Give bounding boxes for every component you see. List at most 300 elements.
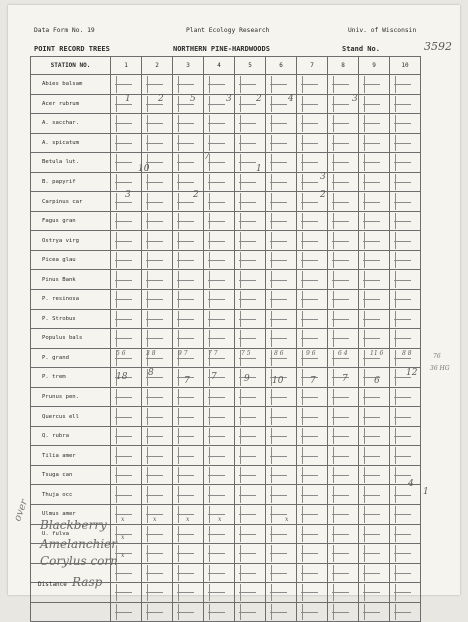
species-name: P. trem xyxy=(31,368,111,388)
tally-cell xyxy=(173,270,204,290)
tally-cell xyxy=(111,309,142,329)
tally-cell xyxy=(142,602,173,622)
tally-cell xyxy=(328,133,359,153)
tally-cell xyxy=(328,329,359,349)
handwritten-mark: 5 6 xyxy=(116,350,126,357)
tally-cell xyxy=(266,407,297,427)
tally-cell xyxy=(266,231,297,251)
tally-cell xyxy=(142,368,173,388)
tally-cell xyxy=(328,426,359,446)
handwritten-mark: 11 6 xyxy=(370,350,384,357)
tally-cell xyxy=(297,153,328,173)
tally-cell xyxy=(111,329,142,349)
tally-cell xyxy=(204,75,235,95)
tally-cell xyxy=(266,602,297,622)
tally-cell xyxy=(297,407,328,427)
tally-cell xyxy=(390,524,421,544)
tally-cell xyxy=(359,563,390,583)
tally-cell xyxy=(390,75,421,95)
table-row xyxy=(31,133,421,153)
tally-cell xyxy=(297,583,328,603)
handwritten-mark: 18 xyxy=(116,372,128,382)
tally-cell xyxy=(266,192,297,212)
tally-cell xyxy=(173,446,204,466)
station-number: 6 xyxy=(266,57,297,75)
table-row xyxy=(31,348,421,368)
table-row xyxy=(31,114,421,134)
tally-cell xyxy=(359,172,390,192)
tally-cell xyxy=(235,290,266,310)
tally-cell xyxy=(142,75,173,95)
tally-cell xyxy=(235,172,266,192)
tally-cell xyxy=(390,485,421,505)
handwritten-mark: 5 xyxy=(190,94,196,104)
tally-cell xyxy=(328,290,359,310)
tally-cell xyxy=(297,231,328,251)
tally-cell xyxy=(204,407,235,427)
tally-cell xyxy=(390,387,421,407)
tally-cell xyxy=(297,446,328,466)
tally-cell xyxy=(235,192,266,212)
tally-cell xyxy=(142,583,173,603)
tally-cell xyxy=(328,583,359,603)
handwritten-mark: 10 xyxy=(138,164,150,174)
tally-cell xyxy=(111,114,142,134)
tally-cell xyxy=(297,465,328,485)
handwritten-mark: 9 6 xyxy=(306,350,316,357)
handwritten-mark: 6 xyxy=(374,376,380,386)
tally-cell xyxy=(297,563,328,583)
distance-label: Distance xyxy=(38,581,67,588)
tally-cell xyxy=(173,114,204,134)
tally-cell xyxy=(111,485,142,505)
tally-cell xyxy=(111,387,142,407)
handwritten-species: Corylus corn xyxy=(40,554,118,568)
tally-cell xyxy=(204,270,235,290)
tally-cell xyxy=(235,114,266,134)
tally-cell xyxy=(204,465,235,485)
tally-cell xyxy=(328,172,359,192)
tally-cell xyxy=(204,544,235,564)
tally-cell xyxy=(266,524,297,544)
tally-cell xyxy=(328,153,359,173)
tally-cell xyxy=(328,544,359,564)
tally-cell xyxy=(390,250,421,270)
distance-value: Rasp xyxy=(72,575,103,589)
table-row xyxy=(31,75,421,95)
tally-cell xyxy=(359,270,390,290)
species-name: Acer rubrum xyxy=(31,94,111,114)
handwritten-mark: 8 xyxy=(148,368,154,378)
handwritten-mark: x xyxy=(186,516,190,523)
tally-cell xyxy=(328,505,359,525)
tally-cell xyxy=(235,75,266,95)
tally-cell xyxy=(173,94,204,114)
species-name: A. spicatum xyxy=(31,133,111,153)
tally-cell xyxy=(328,563,359,583)
tally-cell xyxy=(359,387,390,407)
tally-cell xyxy=(266,290,297,310)
tally-cell xyxy=(173,309,204,329)
tally-cell xyxy=(359,153,390,173)
university: Univ. of Wisconsin xyxy=(348,27,417,34)
tally-cell xyxy=(142,309,173,329)
tally-cell xyxy=(173,153,204,173)
tally-cell xyxy=(204,211,235,231)
tally-cell xyxy=(142,485,173,505)
tally-cell xyxy=(142,290,173,310)
tally-cell xyxy=(390,133,421,153)
tally-cell xyxy=(328,387,359,407)
handwritten-mark: 2 xyxy=(320,190,326,200)
tally-cell xyxy=(266,446,297,466)
tally-cell xyxy=(328,270,359,290)
tally-cell xyxy=(328,602,359,622)
tally-cell xyxy=(173,407,204,427)
species-name: A. sacchar. xyxy=(31,114,111,134)
tally-cell xyxy=(173,231,204,251)
tally-cell xyxy=(111,231,142,251)
tally-cell xyxy=(390,544,421,564)
station-number: 8 xyxy=(328,57,359,75)
tally-cell xyxy=(266,583,297,603)
tally-cell xyxy=(142,192,173,212)
tally-cell xyxy=(235,563,266,583)
tally-cell xyxy=(142,250,173,270)
table-row xyxy=(31,602,421,622)
tally-cell xyxy=(328,75,359,95)
tally-cell xyxy=(359,505,390,525)
tally-cell xyxy=(204,524,235,544)
tally-cell xyxy=(390,563,421,583)
tally-cell xyxy=(204,231,235,251)
handwritten-mark: 6 4 xyxy=(338,350,348,357)
tally-cell xyxy=(173,290,204,310)
tally-cell xyxy=(142,172,173,192)
handwritten-mark: x xyxy=(218,516,222,523)
tally-cell xyxy=(390,114,421,134)
handwritten-mark: 7 xyxy=(342,374,348,384)
tally-cell xyxy=(235,250,266,270)
tally-cell xyxy=(266,563,297,583)
tally-cell xyxy=(111,75,142,95)
tally-cell xyxy=(111,211,142,231)
species-name: Prunus pen. xyxy=(31,387,111,407)
tally-cell xyxy=(328,250,359,270)
tally-cell xyxy=(297,94,328,114)
station-number: 7 xyxy=(297,57,328,75)
tally-cell xyxy=(359,602,390,622)
tally-cell xyxy=(173,426,204,446)
species-name: Populus bals xyxy=(31,329,111,349)
tally-cell xyxy=(359,485,390,505)
tally-cell xyxy=(204,563,235,583)
handwritten-mark: 9 7 xyxy=(178,350,188,357)
tally-cell xyxy=(173,583,204,603)
tally-cell xyxy=(297,290,328,310)
tally-cell xyxy=(111,583,142,603)
table-row xyxy=(31,211,421,231)
tally-cell xyxy=(235,524,266,544)
tally-cell xyxy=(111,465,142,485)
tally-cell xyxy=(390,211,421,231)
tally-cell xyxy=(266,426,297,446)
species-name: Pinus Bank xyxy=(31,270,111,290)
species-name: Q. rubra xyxy=(31,426,111,446)
species-name: Betula lut. xyxy=(31,153,111,173)
tally-cell xyxy=(359,133,390,153)
handwritten-mark: 1 xyxy=(256,164,262,174)
tally-cell xyxy=(266,485,297,505)
handwritten-mark: 3 xyxy=(320,172,326,182)
tally-cell xyxy=(359,465,390,485)
tally-cell xyxy=(142,211,173,231)
handwritten-mark: 7 xyxy=(204,152,210,162)
tally-cell xyxy=(266,250,297,270)
handwritten-mark: 9 xyxy=(244,374,250,384)
species-name: U. fulva xyxy=(31,524,111,544)
data-form-page xyxy=(8,5,460,595)
handwritten-mark: 7 xyxy=(310,376,316,386)
tally-cell xyxy=(142,465,173,485)
tally-cell xyxy=(266,387,297,407)
tally-cell xyxy=(235,133,266,153)
tally-cell xyxy=(204,192,235,212)
handwritten-species: Amelanchier xyxy=(40,537,117,551)
handwritten-mark: x xyxy=(285,516,289,523)
handwritten-mark: 7 5 xyxy=(241,350,251,357)
tally-cell xyxy=(359,290,390,310)
table-row xyxy=(31,290,421,310)
handwritten-mark: 7 7 xyxy=(208,350,218,357)
tally-cell xyxy=(173,172,204,192)
tally-cell xyxy=(359,426,390,446)
tally-cell xyxy=(390,407,421,427)
tally-cell xyxy=(359,250,390,270)
tally-cell xyxy=(204,583,235,603)
station-number: 3 xyxy=(173,57,204,75)
tally-cell xyxy=(204,368,235,388)
handwritten-mark: 3 xyxy=(226,94,232,104)
tally-cell xyxy=(142,446,173,466)
tally-cell xyxy=(328,407,359,427)
tally-cell xyxy=(359,329,390,349)
species-name: Tsuga can xyxy=(31,465,111,485)
tally-cell xyxy=(204,114,235,134)
tally-cell xyxy=(359,407,390,427)
organization: Plant Ecology Research xyxy=(186,27,270,34)
tally-cell xyxy=(328,446,359,466)
tally-cell xyxy=(359,524,390,544)
tally-cell xyxy=(173,485,204,505)
tally-cell xyxy=(235,231,266,251)
tally-cell xyxy=(204,426,235,446)
tally-cell xyxy=(142,407,173,427)
tally-cell xyxy=(235,465,266,485)
tally-cell xyxy=(297,426,328,446)
tally-cell xyxy=(359,211,390,231)
species-name: Carpinus car xyxy=(31,192,111,212)
stand-number: 3592 xyxy=(424,40,452,53)
tally-cell xyxy=(390,329,421,349)
tally-cell xyxy=(328,192,359,212)
tally-cell xyxy=(235,583,266,603)
table-row xyxy=(31,426,421,446)
tally-cell xyxy=(173,329,204,349)
handwritten-mark: 1 xyxy=(125,94,131,104)
table-row xyxy=(31,153,421,173)
tally-cell xyxy=(266,75,297,95)
species-name: P. grand xyxy=(31,348,111,368)
tally-cell xyxy=(359,94,390,114)
table-row xyxy=(31,231,421,251)
species-name: Fagus gran xyxy=(31,211,111,231)
station-number: 9 xyxy=(359,57,390,75)
tally-cell xyxy=(204,387,235,407)
tally-cell xyxy=(266,544,297,564)
tally-cell xyxy=(328,465,359,485)
tally-cell xyxy=(390,602,421,622)
table-row xyxy=(31,329,421,349)
tally-cell xyxy=(204,309,235,329)
tally-cell xyxy=(173,387,204,407)
tally-cell xyxy=(266,114,297,134)
tally-cell xyxy=(359,544,390,564)
tally-cell xyxy=(111,407,142,427)
tally-cell xyxy=(390,426,421,446)
tally-cell xyxy=(390,446,421,466)
tally-cell xyxy=(111,602,142,622)
handwritten-mark: 7 xyxy=(211,372,217,382)
tally-cell xyxy=(142,524,173,544)
tally-cell xyxy=(204,290,235,310)
tally-cell xyxy=(111,505,142,525)
tally-cell xyxy=(297,485,328,505)
tally-cell xyxy=(390,270,421,290)
tally-cell xyxy=(173,602,204,622)
tally-cell xyxy=(297,387,328,407)
tally-cell xyxy=(328,114,359,134)
station-number: 5 xyxy=(235,57,266,75)
tally-cell xyxy=(328,524,359,544)
tally-cell xyxy=(111,133,142,153)
table-row xyxy=(31,250,421,270)
tally-cell xyxy=(266,211,297,231)
tally-cell xyxy=(390,465,421,485)
tally-cell xyxy=(142,505,173,525)
tally-cell xyxy=(390,153,421,173)
tally-cell xyxy=(266,270,297,290)
tally-cell xyxy=(328,231,359,251)
tally-cell xyxy=(359,231,390,251)
tally-cell xyxy=(266,153,297,173)
tally-cell xyxy=(328,211,359,231)
species-name: Ostrya virg xyxy=(31,231,111,251)
tally-cell xyxy=(204,250,235,270)
tally-cell xyxy=(235,602,266,622)
table-row xyxy=(31,270,421,290)
tally-cell xyxy=(297,133,328,153)
tally-cell xyxy=(297,75,328,95)
tally-cell xyxy=(111,446,142,466)
handwritten-mark: 2 xyxy=(193,190,199,200)
tally-cell xyxy=(111,270,142,290)
handwritten-mark: 7 xyxy=(184,376,190,386)
species-name: B. papyrif xyxy=(31,172,111,192)
handwritten-mark: 2 xyxy=(256,94,262,104)
species-name xyxy=(31,602,111,622)
tally-cell xyxy=(390,94,421,114)
region-title: NORTHERN PINE-HARDWOODS xyxy=(173,45,270,53)
tally-cell xyxy=(328,485,359,505)
handwritten-mark: 3 xyxy=(125,190,131,200)
station-number: 2 xyxy=(142,57,173,75)
tally-cell xyxy=(235,309,266,329)
species-name: Ulmus amer xyxy=(31,505,111,525)
tally-cell xyxy=(142,544,173,564)
table-row xyxy=(31,172,421,192)
handwritten-mark: 3 8 xyxy=(146,350,156,357)
table-row xyxy=(31,446,421,466)
tally-cell xyxy=(297,270,328,290)
handwritten-mark: x xyxy=(121,552,125,559)
station-header: STATION NO. xyxy=(31,57,111,75)
tally-cell xyxy=(390,231,421,251)
tally-cell xyxy=(173,544,204,564)
station-number: 10 xyxy=(390,57,421,75)
handwritten-mark: 3 xyxy=(352,94,358,104)
tally-cell xyxy=(297,309,328,329)
species-name: Thuja occ xyxy=(31,485,111,505)
tally-cell xyxy=(173,211,204,231)
handwritten-mark: x xyxy=(121,534,125,541)
form-number: Data Form No. 19 xyxy=(34,27,95,34)
tally-cell xyxy=(235,387,266,407)
handwritten-mark: 8 6 xyxy=(274,350,284,357)
species-name: Picea glau xyxy=(31,250,111,270)
tally-cell xyxy=(297,544,328,564)
species-name: Quercus ell xyxy=(31,407,111,427)
tally-cell xyxy=(235,505,266,525)
handwritten-mark: x xyxy=(121,516,125,523)
tally-cell xyxy=(235,270,266,290)
record-title: POINT RECORD TREES xyxy=(34,45,110,53)
tally-cell xyxy=(235,407,266,427)
tally-cell xyxy=(111,172,142,192)
handwritten-species: Blackberry xyxy=(40,518,107,532)
station-number: 4 xyxy=(204,57,235,75)
tally-cell xyxy=(235,544,266,564)
tally-cell xyxy=(235,329,266,349)
tally-cell xyxy=(204,485,235,505)
tally-cell xyxy=(328,309,359,329)
station-number: 1 xyxy=(111,57,142,75)
handwritten-mark: 8 8 xyxy=(402,350,412,357)
tally-cell xyxy=(390,290,421,310)
tally-cell xyxy=(142,133,173,153)
tally-cell xyxy=(173,524,204,544)
tally-cell xyxy=(173,133,204,153)
tally-cell xyxy=(235,368,266,388)
table-row xyxy=(31,309,421,329)
tally-cell xyxy=(111,250,142,270)
tally-cell xyxy=(297,114,328,134)
handwritten-mark: 12 xyxy=(406,368,418,378)
tally-cell xyxy=(111,290,142,310)
tally-cell xyxy=(235,426,266,446)
table-row xyxy=(31,387,421,407)
tally-cell xyxy=(359,309,390,329)
